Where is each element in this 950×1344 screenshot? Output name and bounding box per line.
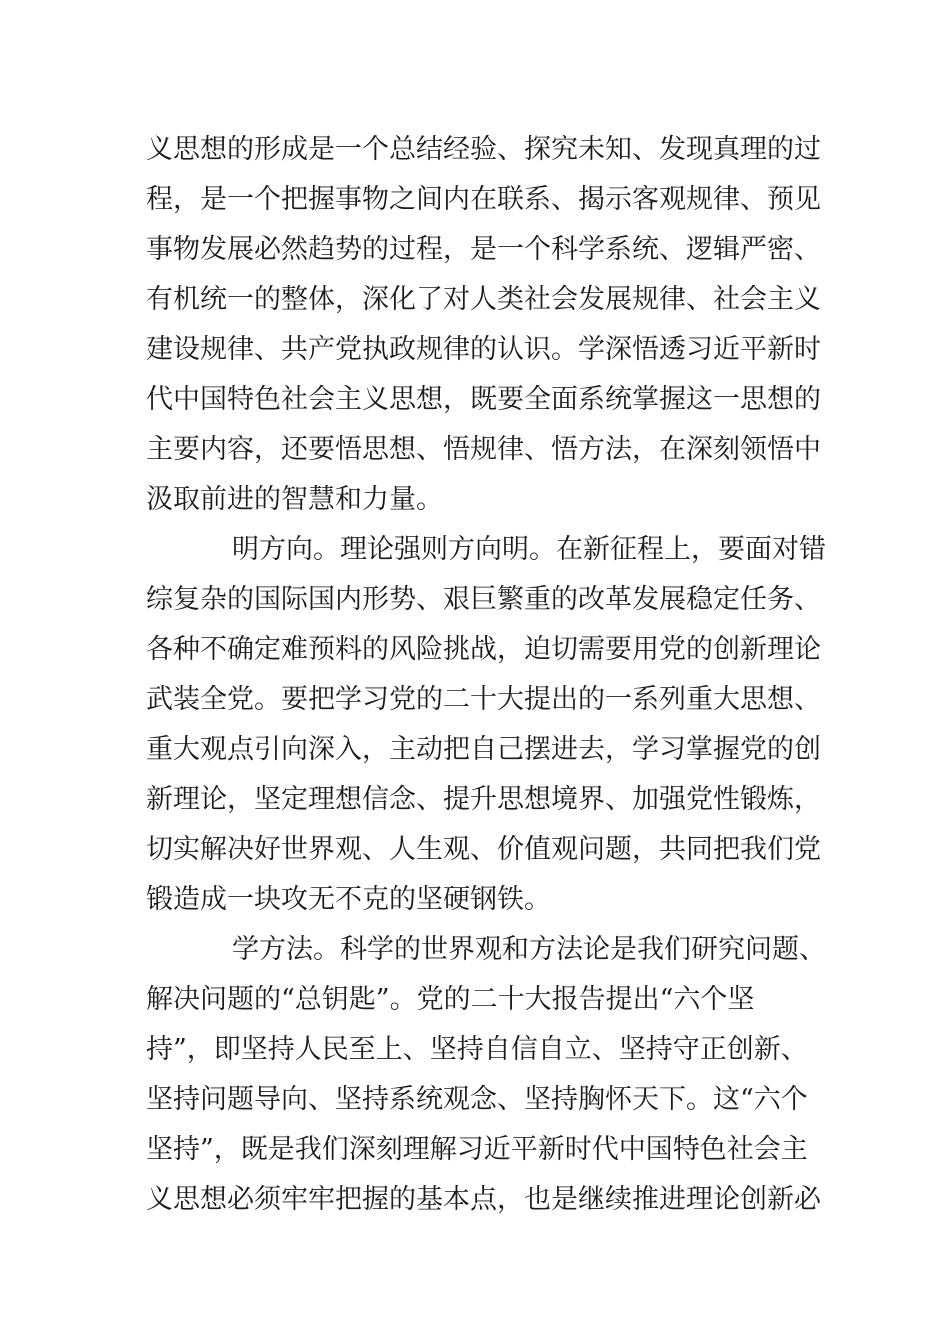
text-line: 义思想的形成是一个总结经验、探究未知、发现真理的过 xyxy=(146,134,821,165)
text-line: 事物发展必然趋势的过程，是一个科学系统、逻辑严密、 xyxy=(146,234,821,265)
text-line: 明方向。理论强则方向明。在新征程上，要面对错 xyxy=(232,534,826,565)
text-line: 学方法。科学的世界观和方法论是我们研究问题、 xyxy=(232,934,826,965)
text-line: 武装全党。要把学习党的二十大提出的一系列重大思想、 xyxy=(146,684,821,715)
text-line: 义思想必须牢牢把握的基本点，也是继续推进理论创新必 xyxy=(146,1184,821,1215)
text-line: 各种不确定难预料的风险挑战，迫切需要用党的创新理论 xyxy=(146,634,821,665)
text-line: 程，是一个把握事物之间内在联系、揭示客观规律、预见 xyxy=(146,184,821,215)
text-line: 锻造成一块攻无不克的坚硬钢铁。 xyxy=(146,884,551,915)
text-line: 代中国特色社会主义思想，既要全面系统掌握这一思想的 xyxy=(146,384,821,415)
text-line: 解决问题的“总钥匙”。党的二十大报告提出“六个坚 xyxy=(146,984,755,1015)
text-line: 重大观点引向深入，主动把自己摆进去，学习掌握党的创 xyxy=(146,734,821,765)
text-line: 建设规律、共产党执政规律的认识。学深悟透习近平新时 xyxy=(146,334,821,365)
text-line: 坚持”，既是我们深刻理解习近平新时代中国特色社会主 xyxy=(146,1134,808,1165)
text-line: 坚持问题导向、坚持系统观念、坚持胸怀天下。这“六个 xyxy=(146,1084,808,1115)
text-line: 有机统一的整体，深化了对人类社会发展规律、社会主义 xyxy=(146,284,821,315)
text-line: 综复杂的国际国内形势、艰巨繁重的改革发展稳定任务、 xyxy=(146,584,821,615)
text-line: 切实解决好世界观、人生观、价值观问题，共同把我们党 xyxy=(146,834,821,865)
text-line: 汲取前进的智慧和力量。 xyxy=(146,484,443,515)
text-line: 持”，即坚持人民至上、坚持自信自立、坚持守正创新、 xyxy=(146,1034,808,1065)
text-line: 主要内容，还要悟思想、悟规律、悟方法，在深刻领悟中 xyxy=(146,434,821,465)
text-line: 新理论，坚定理想信念、提升思想境界、加强党性锻炼， xyxy=(146,784,821,815)
